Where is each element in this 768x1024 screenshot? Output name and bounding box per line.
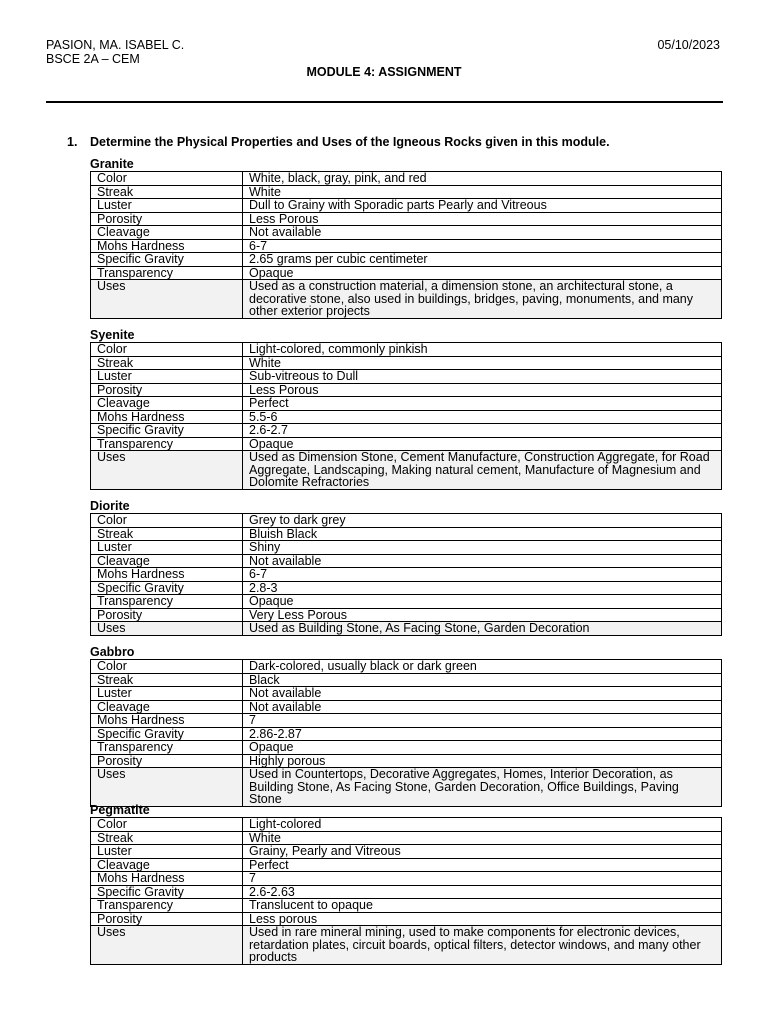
property-value: Opaque (243, 437, 722, 451)
property-name: Mohs Hardness (91, 714, 243, 728)
property-name: Color (91, 660, 243, 674)
table-row (91, 885, 722, 899)
question-number: 1. (67, 135, 78, 149)
table-row (91, 845, 722, 859)
rock-section-pegmatite (90, 803, 722, 965)
table-row (91, 741, 722, 755)
table-row (91, 410, 722, 424)
table-row (91, 172, 722, 186)
property-value: Used in Countertops, Decorative Aggregates, Homes, Interior Decoration, as Building Stone, As Facing Stone, Garden Decoration, Office Buildings, Paving Stone (243, 768, 722, 807)
property-name: Color (91, 172, 243, 186)
rock-properties-table (90, 513, 722, 636)
rock-heading: Diorite (90, 499, 130, 513)
property-value: Used as Building Stone, As Facing Stone, Garden Decoration (243, 622, 722, 636)
property-value: Used in rare mineral mining, used to make components for electronic devices, retardation plates, circuit boards, optical filters, detector windows, and many other products (243, 926, 722, 965)
property-name: Specific Gravity (91, 424, 243, 438)
property-value: Perfect (243, 858, 722, 872)
rock-heading: Syenite (90, 328, 135, 342)
property-value: Light-colored, commonly pinkish (243, 343, 722, 357)
table-row (91, 514, 722, 528)
property-value: Black (243, 673, 722, 687)
rock-heading: Gabbro (90, 645, 135, 659)
table-row (91, 858, 722, 872)
property-value: White, black, gray, pink, and red (243, 172, 722, 186)
property-value: Grainy, Pearly and Vitreous (243, 845, 722, 859)
property-name: Transparency (91, 437, 243, 451)
table-row (91, 383, 722, 397)
table-row (91, 831, 722, 845)
property-value: 6-7 (243, 568, 722, 582)
property-name: Cleavage (91, 858, 243, 872)
table-row (91, 818, 722, 832)
table-row (91, 266, 722, 280)
property-name: Streak (91, 185, 243, 199)
property-name: Streak (91, 356, 243, 370)
table-row (91, 608, 722, 622)
rock-section-syenite (90, 328, 722, 490)
property-name: Uses (91, 622, 243, 636)
property-value: 2.6-2.63 (243, 885, 722, 899)
property-value: 7 (243, 714, 722, 728)
property-value: White (243, 356, 722, 370)
table-row (91, 212, 722, 226)
header-divider (46, 101, 723, 103)
property-value: Translucent to opaque (243, 899, 722, 913)
property-value: White (243, 831, 722, 845)
table-row (91, 554, 722, 568)
table-row (91, 397, 722, 411)
property-value: White (243, 185, 722, 199)
property-value: Opaque (243, 741, 722, 755)
submission-date: 05/10/2023 (657, 38, 720, 52)
property-value: Used as Dimension Stone, Cement Manufacture, Construction Aggregate, for Road Aggregate, Landscaping, Making natural cement, Manufacture of Magnesium and Dolomite Refractories (243, 451, 722, 490)
question-text: Determine the Physical Properties and Uses of the Igneous Rocks given in this module. (90, 135, 610, 149)
rock-section-diorite (90, 499, 722, 636)
property-name: Cleavage (91, 397, 243, 411)
table-row (91, 768, 722, 807)
property-value: Opaque (243, 266, 722, 280)
table-row (91, 727, 722, 741)
property-value: Highly porous (243, 754, 722, 768)
property-name: Luster (91, 845, 243, 859)
property-name: Mohs Hardness (91, 872, 243, 886)
property-value: Grey to dark grey (243, 514, 722, 528)
property-value: 6-7 (243, 239, 722, 253)
property-value: 5.5-6 (243, 410, 722, 424)
table-row (91, 527, 722, 541)
rock-properties-table (90, 817, 722, 965)
property-name: Specific Gravity (91, 727, 243, 741)
property-name: Transparency (91, 266, 243, 280)
table-row (91, 568, 722, 582)
property-value: 2.6-2.7 (243, 424, 722, 438)
property-name: Uses (91, 768, 243, 807)
property-value: Less Porous (243, 383, 722, 397)
property-value: Bluish Black (243, 527, 722, 541)
property-name: Porosity (91, 754, 243, 768)
property-name: Specific Gravity (91, 581, 243, 595)
table-row (91, 714, 722, 728)
property-value: Used as a construction material, a dimension stone, an architectural stone, a decorative stone, also used in buildings, bridges, paving, monuments, and many other exterior projects (243, 280, 722, 319)
rock-properties-table (90, 342, 722, 490)
table-row (91, 356, 722, 370)
property-name: Mohs Hardness (91, 568, 243, 582)
property-value: 2.86-2.87 (243, 727, 722, 741)
table-row (91, 622, 722, 636)
table-row (91, 239, 722, 253)
table-row (91, 687, 722, 701)
property-value: Not available (243, 700, 722, 714)
table-row (91, 253, 722, 267)
property-value: Dark-colored, usually black or dark green (243, 660, 722, 674)
table-row (91, 424, 722, 438)
table-row (91, 199, 722, 213)
property-name: Luster (91, 687, 243, 701)
property-value: Very Less Porous (243, 608, 722, 622)
table-row (91, 673, 722, 687)
property-value: 2.8-3 (243, 581, 722, 595)
property-name: Luster (91, 541, 243, 555)
property-name: Streak (91, 831, 243, 845)
rock-heading: Pegmatite (90, 803, 150, 817)
table-row (91, 899, 722, 913)
table-row (91, 451, 722, 490)
property-name: Porosity (91, 212, 243, 226)
property-name: Uses (91, 926, 243, 965)
table-row (91, 754, 722, 768)
assignment-title: MODULE 4: ASSIGNMENT (306, 65, 462, 79)
table-row (91, 872, 722, 886)
table-row (91, 541, 722, 555)
property-name: Specific Gravity (91, 885, 243, 899)
property-value: Perfect (243, 397, 722, 411)
property-value: Not available (243, 687, 722, 701)
table-row (91, 343, 722, 357)
property-name: Porosity (91, 608, 243, 622)
property-name: Cleavage (91, 226, 243, 240)
question-1 (67, 135, 610, 149)
property-name: Cleavage (91, 700, 243, 714)
property-name: Color (91, 514, 243, 528)
property-value: Not available (243, 554, 722, 568)
table-row (91, 581, 722, 595)
property-value: 2.65 grams per cubic centimeter (243, 253, 722, 267)
rock-section-gabbro (90, 645, 722, 807)
table-row (91, 185, 722, 199)
table-row (91, 926, 722, 965)
property-name: Transparency (91, 741, 243, 755)
rock-heading: Granite (90, 157, 134, 171)
property-name: Mohs Hardness (91, 239, 243, 253)
property-value: Shiny (243, 541, 722, 555)
property-name: Color (91, 818, 243, 832)
property-value: Less porous (243, 912, 722, 926)
property-name: Transparency (91, 899, 243, 913)
property-value: Opaque (243, 595, 722, 609)
property-value: Not available (243, 226, 722, 240)
property-name: Uses (91, 280, 243, 319)
table-row (91, 226, 722, 240)
property-name: Streak (91, 673, 243, 687)
rock-properties-table (90, 659, 722, 807)
property-name: Cleavage (91, 554, 243, 568)
property-name: Mohs Hardness (91, 410, 243, 424)
rock-properties-table (90, 171, 722, 319)
table-row (91, 595, 722, 609)
rock-section-granite (90, 157, 722, 319)
table-row (91, 700, 722, 714)
table-row (91, 280, 722, 319)
property-value: 7 (243, 872, 722, 886)
property-value: Less Porous (243, 212, 722, 226)
student-name: PASION, MA. ISABEL C. (46, 38, 185, 52)
property-name: Porosity (91, 912, 243, 926)
property-value: Dull to Grainy with Sporadic parts Pearly and Vitreous (243, 199, 722, 213)
property-name: Streak (91, 527, 243, 541)
student-course: BSCE 2A – CEM (46, 52, 140, 66)
property-name: Transparency (91, 595, 243, 609)
property-name: Luster (91, 370, 243, 384)
property-name: Porosity (91, 383, 243, 397)
table-row (91, 370, 722, 384)
property-name: Specific Gravity (91, 253, 243, 267)
property-value: Light-colored (243, 818, 722, 832)
property-name: Luster (91, 199, 243, 213)
property-value: Sub-vitreous to Dull (243, 370, 722, 384)
property-name: Uses (91, 451, 243, 490)
table-row (91, 660, 722, 674)
table-row (91, 437, 722, 451)
property-name: Color (91, 343, 243, 357)
table-row (91, 912, 722, 926)
